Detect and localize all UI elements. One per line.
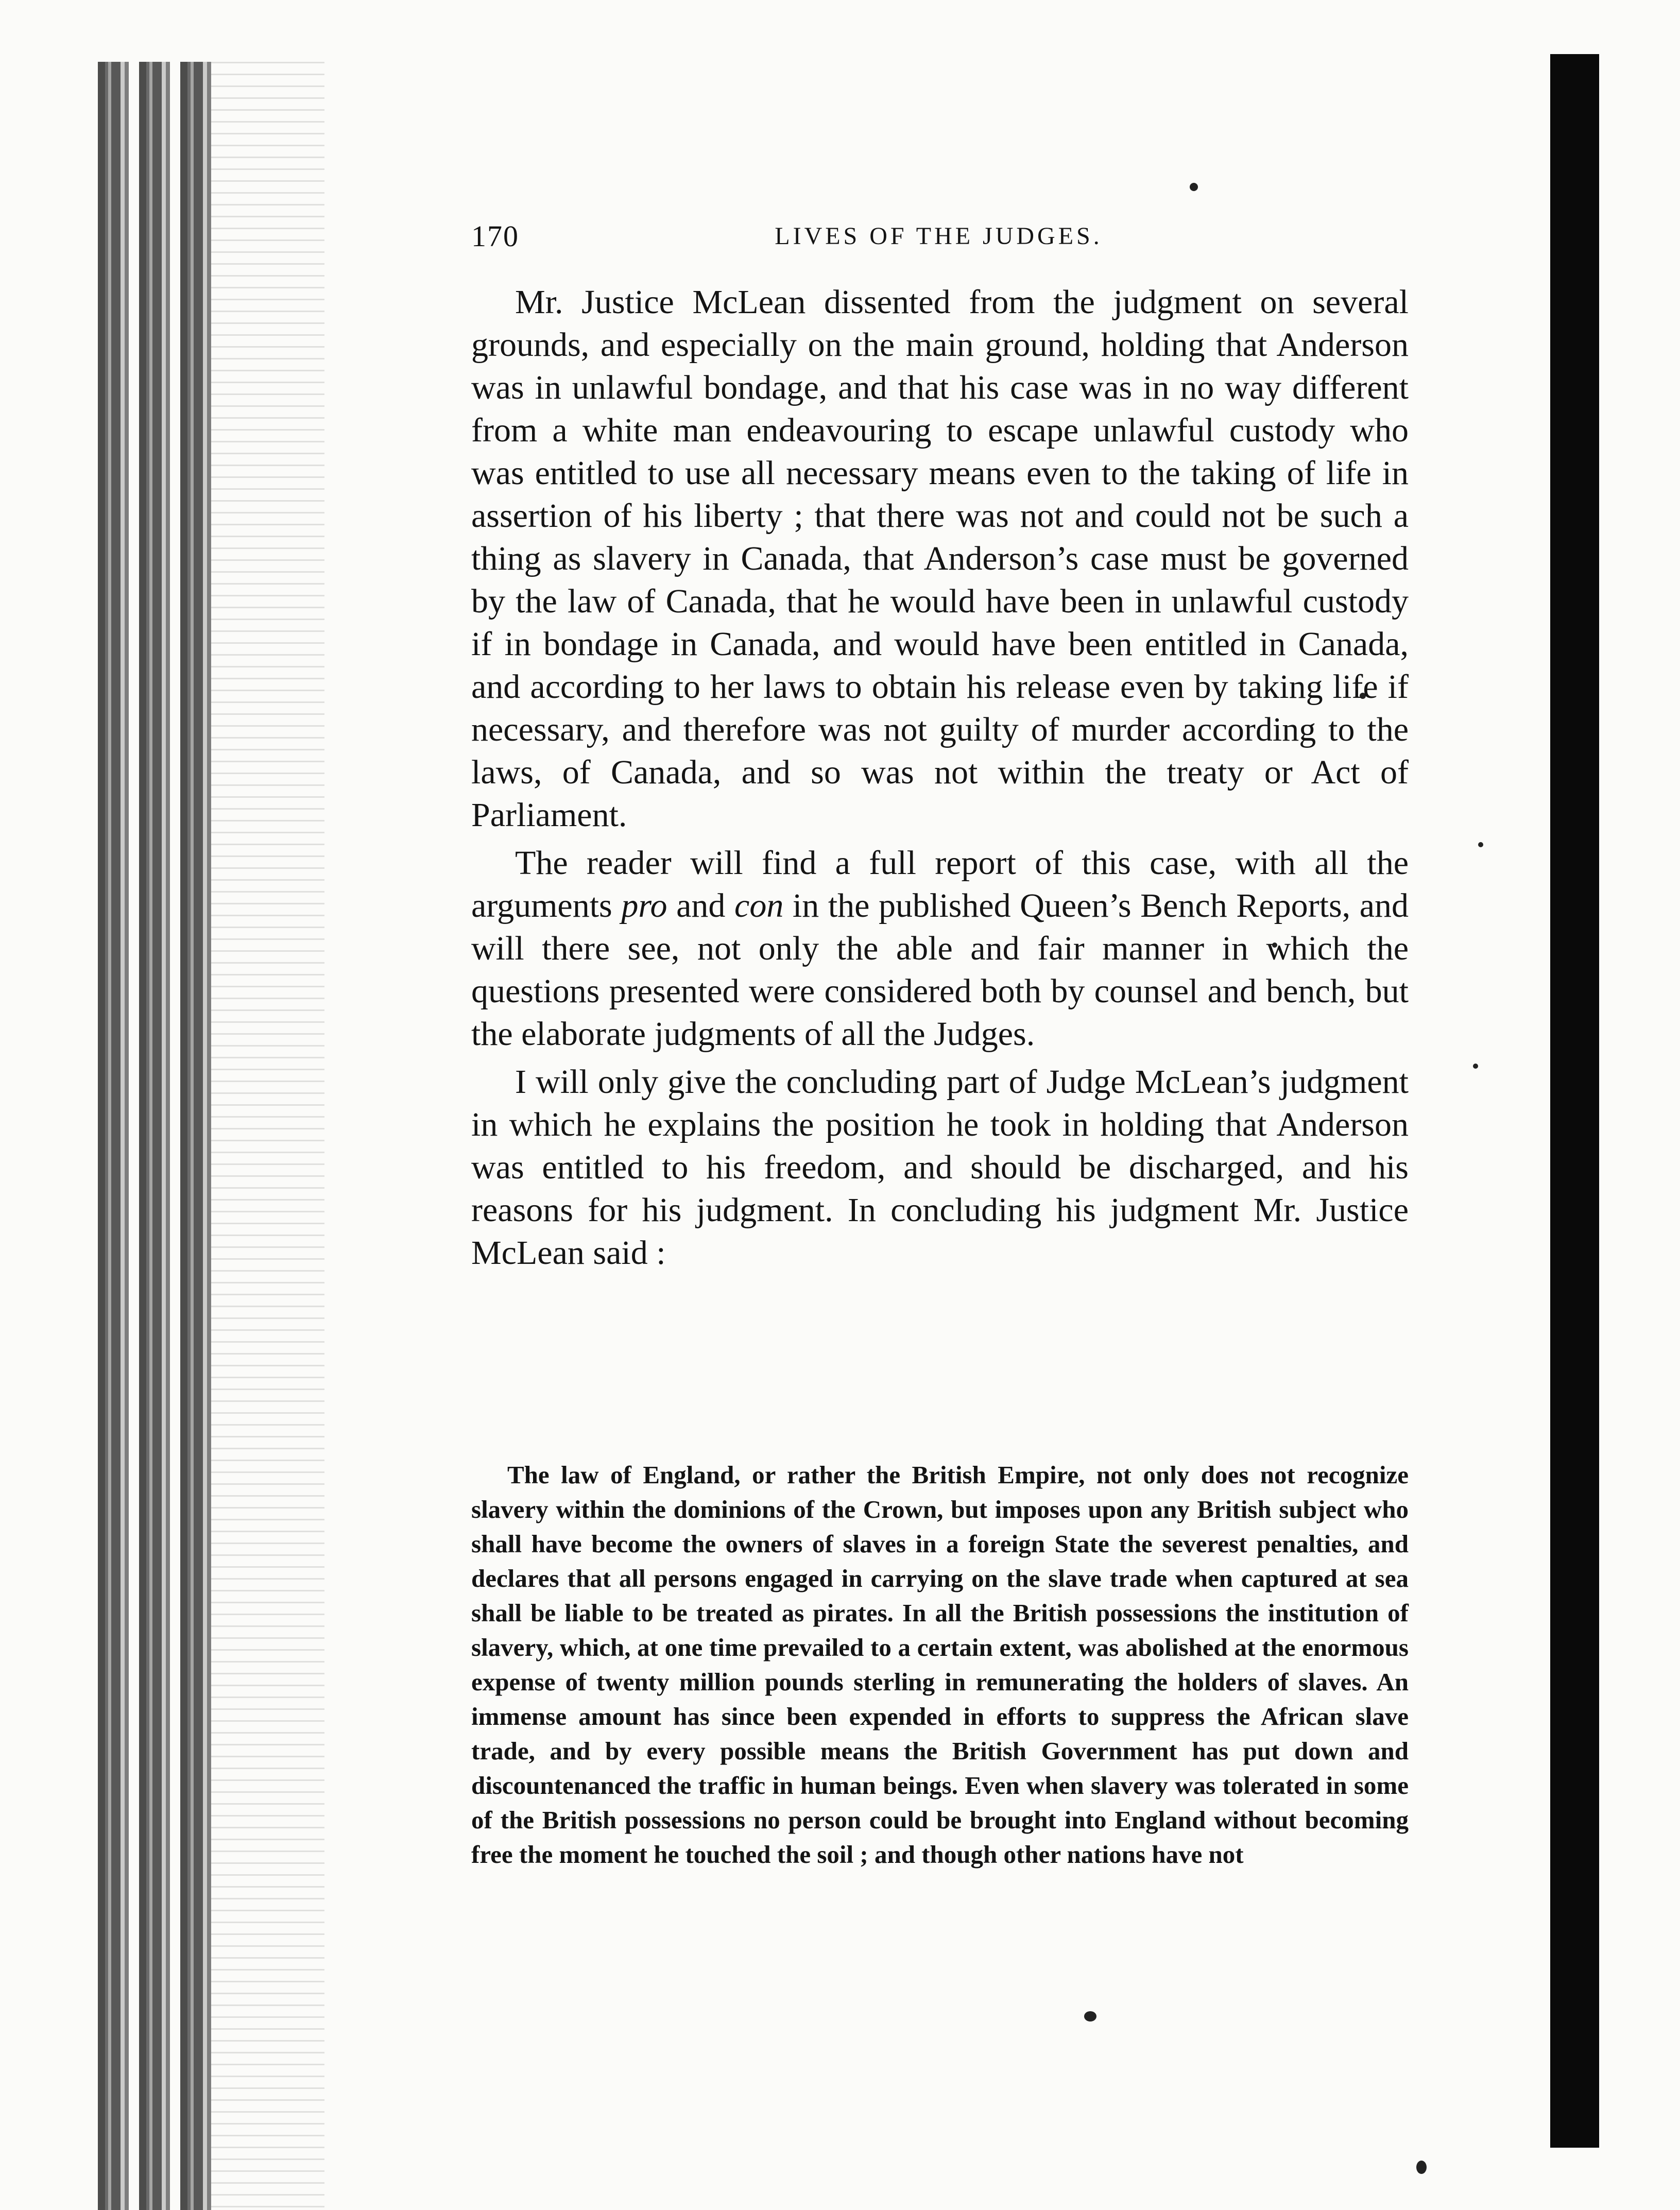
scan-speck [1473, 1064, 1478, 1069]
quote-paragraph: The law of England, or rather the British Empire, not only does not recognize slavery within the dominions of the Crown, but imposes upon any British subject who shall have become the owners of slaves in a foreign State the severest penalties, and declares that all persons engaged in carrying on the slave trade when captured at sea shall be liable to be treated as pirates. In all the British possessions the institution of slavery, which, at one time prevailed to a certain extent, was abolished at the enormous expense of twenty million pounds sterling in remunerating the holders of slaves. An immense amount has since been expended in efforts to suppress the African slave trade, and by every possible means the British Government has put down and discountenanced the traffic in human beings. Even when slavery was tolerated in some of the British possessions no person could be brought into England without becoming free the moment he touched the soil ; and though other nations have not [471, 1461, 1409, 1869]
scan-speck [1478, 842, 1483, 847]
page-number: 170 [471, 219, 519, 253]
scan-speck [1190, 183, 1198, 191]
paragraph-full-report [471, 842, 1409, 1055]
paragraph-full-report-part: in the published Queen’s Bench Reports, and will there see, not only the able and fair manner in which the questions presented were considered both by counsel and bench, but the elaborate judgments of all the Judges. [471, 887, 1409, 1053]
running-head: LIVES OF THE JUDGES. [775, 222, 1103, 250]
page-header [471, 219, 1406, 260]
scan-speck [1416, 2161, 1427, 2174]
italic-con: con [734, 887, 784, 924]
paragraph-full-report-part: and [667, 887, 735, 924]
binding-gutter-shadow [98, 62, 221, 2210]
scan-edge-bar [1550, 54, 1599, 2148]
scan-speck [1084, 2011, 1096, 2021]
paragraph-full-report-part: The reader will find a full report of this case, with all the arguments [471, 844, 1409, 924]
body-text [471, 281, 1409, 1274]
binding-gutter-noise [211, 62, 324, 2210]
block-quote [471, 1458, 1409, 1872]
italic-pro: pro [621, 887, 667, 924]
paragraph-concluding-intro: I will only give the concluding part of Judge McLean’s judgment in which he explains the position he took in holding that Anderson was entitled to his freedom, and should be discharged, and his reasons for his judgment. In concluding his judgment Mr. Justice McLean said : [471, 1063, 1409, 1272]
paragraph-mclean-dissent: Mr. Justice McLean dissented from the judgment on several grounds, and especially on the main ground, holding that Anderson was in unlawful bondage, and that his case was in no way different from a white man endeavouring to escape unlawful custody who was entitled to use all necessary means even to the taking of life in assertion of his liberty ; that there was not and could not be such a thing as slavery in Canada, that Anderson’s case must be governed by the law of Canada, that he would have been in unlawful custody if in bondage in Canada, and would have been entitled in Canada, and according to her laws to obtain his release even by taking life if necessary, and therefore was not guilty of murder according to the laws, of Canada, and so was not within the treaty or Act of Parliament. [471, 283, 1409, 834]
